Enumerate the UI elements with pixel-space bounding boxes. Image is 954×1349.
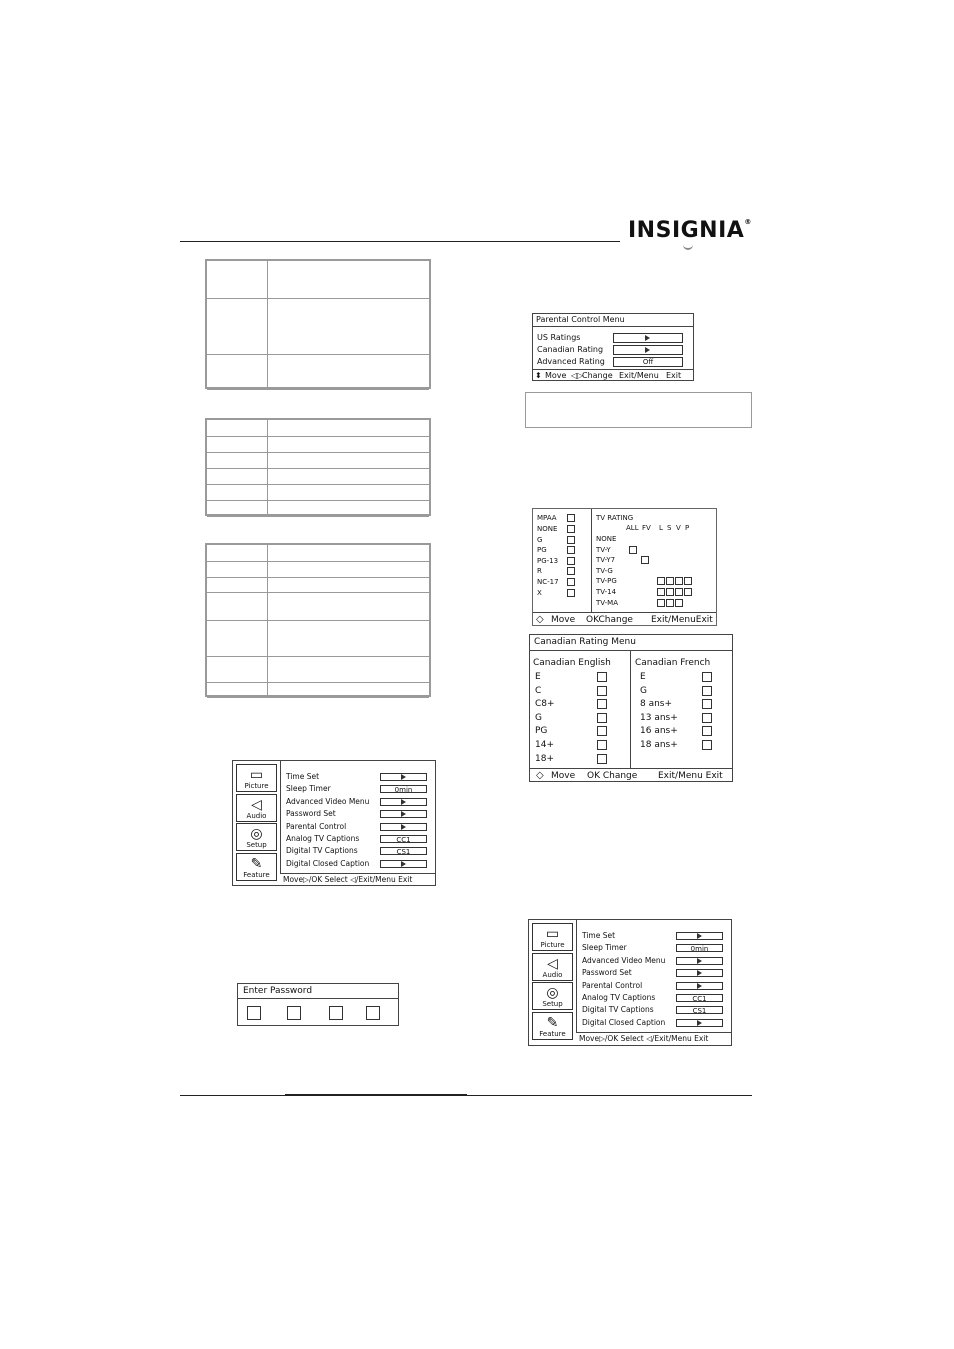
tv-item-label: TV-14 bbox=[596, 588, 617, 596]
feature-item-label[interactable]: Digital TV Captions bbox=[582, 1005, 654, 1015]
feature-item-label[interactable]: Password Set bbox=[582, 968, 632, 978]
arrow-right-icon bbox=[697, 970, 702, 976]
feature-item-label[interactable]: Advanced Video Menu bbox=[582, 955, 666, 965]
canadian-french-item: 18 ans+ bbox=[640, 740, 678, 750]
canadian-french-checkbox[interactable] bbox=[702, 726, 712, 736]
menu-item-us-ratings[interactable]: US Ratings bbox=[537, 333, 581, 342]
footer-ok-change: OK Change bbox=[587, 771, 638, 781]
table-1 bbox=[205, 259, 431, 389]
mpaa-item-label: R bbox=[537, 567, 542, 576]
left-right-arrow-icon: ◁▷ bbox=[571, 371, 584, 380]
feature-item-field[interactable] bbox=[676, 932, 723, 940]
feature-item-label[interactable]: Parental Control bbox=[582, 980, 643, 990]
canadian-rating-menu bbox=[529, 634, 733, 782]
arrow-right-icon bbox=[645, 347, 650, 353]
tv-subheader: FV bbox=[642, 524, 651, 532]
tab-feature[interactable] bbox=[236, 853, 277, 881]
canadian-english-checkbox[interactable] bbox=[597, 713, 607, 723]
hand-tool-icon: ✎ bbox=[546, 1014, 559, 1031]
satellite-dish-icon: ◎ bbox=[250, 826, 263, 842]
canadian-english-item: PG bbox=[535, 726, 548, 737]
tab-label: Feature bbox=[243, 870, 270, 879]
tab-label: Feature bbox=[539, 1029, 566, 1038]
footer-exit: Exit bbox=[666, 371, 682, 380]
canadian-french-checkbox[interactable] bbox=[702, 699, 712, 709]
canadian-english-item: G bbox=[535, 712, 542, 723]
arrow-right-icon bbox=[697, 958, 702, 964]
feature-item-field[interactable]: CC1 bbox=[380, 835, 427, 843]
footer-exit-menu: Exit/MenuExit bbox=[651, 615, 713, 625]
canadian-english-checkbox[interactable] bbox=[597, 726, 607, 736]
feature-item-label[interactable]: Analog TV Captions bbox=[286, 834, 360, 843]
feature-item-label[interactable]: Advanced Video Menu bbox=[286, 796, 370, 806]
feature-item-label[interactable]: Analog TV Captions bbox=[582, 993, 656, 1002]
mpaa-item-checkbox[interactable] bbox=[567, 557, 575, 565]
tv-item-checkbox[interactable] bbox=[657, 588, 665, 596]
four-way-arrow-icon: ◇ bbox=[536, 770, 544, 781]
feature-item-label[interactable]: Digital Closed Caption bbox=[286, 858, 370, 868]
hand-tool-icon: ✎ bbox=[250, 855, 263, 872]
menu-title: Canadian Rating Menu bbox=[534, 637, 636, 647]
tv-item-checkbox[interactable] bbox=[675, 588, 683, 596]
tv-item-checkbox[interactable] bbox=[684, 588, 692, 596]
arrow-right-icon bbox=[401, 824, 406, 830]
mpaa-item-checkbox[interactable] bbox=[567, 589, 575, 597]
header-rule bbox=[180, 241, 620, 242]
canadian-english-header: Canadian English bbox=[533, 658, 611, 668]
footer-hint: Move▷/OK Select ◁/Exit/Menu Exit bbox=[579, 1034, 709, 1043]
canadian-french-item: G bbox=[640, 685, 647, 696]
tv-item-checkbox[interactable] bbox=[666, 599, 674, 607]
tv-subheader: ALL bbox=[626, 524, 639, 532]
logo-swirl bbox=[683, 240, 693, 250]
feature-item-field[interactable] bbox=[380, 823, 427, 831]
table-row bbox=[207, 420, 429, 437]
menu-column-divider bbox=[630, 650, 631, 768]
tab-label: Picture bbox=[540, 941, 565, 949]
tab-setup[interactable] bbox=[236, 823, 277, 851]
feature-item-label[interactable]: Sleep Timer bbox=[582, 943, 627, 953]
table-divider bbox=[267, 545, 268, 695]
canadian-french-item: 16 ans+ bbox=[640, 726, 678, 737]
tv-item-checkbox[interactable] bbox=[657, 577, 665, 585]
table-row bbox=[207, 354, 429, 390]
table-3 bbox=[205, 543, 431, 697]
advanced-rating-field[interactable]: Off bbox=[613, 357, 683, 367]
footer-hint: Move▷/OK Select ◁/Exit/Menu Exit bbox=[283, 875, 413, 884]
speaker-icon: ◁ bbox=[251, 796, 262, 813]
menu-title: Parental Control Menu bbox=[536, 315, 625, 324]
canadian-english-checkbox[interactable] bbox=[597, 672, 607, 682]
tv-icon: ▭ bbox=[249, 767, 264, 783]
footer-exit-menu: Exit/Menu Exit bbox=[658, 771, 723, 781]
mpaa-item-label: NC-17 bbox=[537, 578, 559, 586]
logo-reg-mark: ® bbox=[744, 218, 752, 226]
table-row bbox=[207, 592, 429, 621]
parental-control-menu bbox=[532, 313, 694, 381]
password-title: Enter Password bbox=[243, 986, 313, 996]
tv-subheader: P bbox=[685, 524, 690, 532]
canadian-french-item: 8 ans+ bbox=[640, 699, 673, 710]
speaker-icon: ◁ bbox=[547, 955, 558, 972]
tv-icon: ▭ bbox=[545, 926, 560, 942]
table-divider bbox=[267, 261, 268, 387]
insignia-logo bbox=[628, 218, 752, 252]
arrow-right-icon bbox=[645, 335, 650, 341]
canadian-french-checkbox[interactable] bbox=[702, 713, 712, 723]
us-ratings-field[interactable] bbox=[613, 333, 683, 343]
arrow-right-icon bbox=[401, 811, 406, 817]
feature-item-field[interactable] bbox=[380, 773, 427, 781]
canadian-english-checkbox[interactable] bbox=[597, 686, 607, 696]
table-2 bbox=[205, 418, 431, 516]
tab-label: Setup bbox=[542, 1000, 563, 1008]
table-row bbox=[207, 261, 429, 299]
tab-label: Audio bbox=[246, 811, 267, 820]
tv-item-label: TV-Y7 bbox=[596, 556, 616, 565]
footer-rule-accent bbox=[285, 1094, 467, 1096]
tv-item-label: TV-Y bbox=[596, 545, 611, 554]
menu-title-bar bbox=[530, 635, 732, 651]
feature-menu-right bbox=[528, 919, 732, 1046]
menu-title-bar bbox=[533, 314, 693, 327]
tv-item-checkbox[interactable] bbox=[666, 577, 674, 585]
tab-setup[interactable] bbox=[532, 982, 573, 1010]
footer-move: Move bbox=[551, 771, 576, 781]
menu-item-advanced-rating[interactable]: Advanced Rating bbox=[537, 357, 605, 366]
feature-item-label[interactable]: Time Set bbox=[286, 772, 320, 781]
feature-item-field[interactable] bbox=[380, 810, 427, 818]
mpaa-item-label: PG bbox=[537, 546, 547, 555]
tv-item-checkbox[interactable] bbox=[675, 599, 683, 607]
table-row bbox=[207, 500, 429, 517]
canadian-french-item: 13 ans+ bbox=[640, 712, 678, 723]
feature-item-label[interactable]: Parental Control bbox=[286, 821, 347, 831]
satellite-dish-icon: ◎ bbox=[546, 985, 559, 1001]
tv-item-label: TV-G bbox=[596, 566, 613, 575]
mpaa-item-checkbox[interactable] bbox=[567, 578, 575, 586]
menu-footer bbox=[576, 1032, 731, 1045]
feature-item-field[interactable]: CC1 bbox=[676, 994, 723, 1002]
canadian-french-checkbox[interactable] bbox=[702, 672, 712, 682]
menu-column-divider bbox=[280, 761, 281, 873]
mpaa-item-label: PG-13 bbox=[537, 556, 559, 565]
feature-item-field[interactable] bbox=[380, 860, 427, 868]
table-row bbox=[207, 298, 429, 355]
table-row bbox=[207, 452, 429, 469]
table-row bbox=[207, 484, 429, 501]
tab-picture[interactable] bbox=[532, 923, 573, 951]
tab-picture[interactable] bbox=[236, 764, 277, 792]
arrow-right-icon bbox=[697, 933, 702, 939]
table-row bbox=[207, 436, 429, 453]
menu-footer bbox=[533, 612, 716, 626]
mpaa-label: MPAA bbox=[537, 514, 557, 522]
mpaa-item-checkbox[interactable] bbox=[567, 567, 575, 575]
password-digit-3[interactable] bbox=[329, 1006, 343, 1020]
feature-item-label[interactable]: Digital Closed Caption bbox=[582, 1017, 666, 1027]
tab-label: Picture bbox=[244, 782, 269, 790]
tv-item-label: TV-PG bbox=[596, 577, 617, 586]
footer-move: Move bbox=[551, 615, 576, 625]
canadian-english-item: 18+ bbox=[535, 753, 554, 764]
arrow-right-icon bbox=[401, 861, 406, 867]
password-title-bar bbox=[238, 984, 398, 999]
tab-feature[interactable] bbox=[532, 1012, 573, 1040]
canadian-french-checkbox[interactable] bbox=[702, 686, 712, 696]
footer-move: Move bbox=[545, 371, 567, 380]
feature-item-field[interactable]: 0min bbox=[676, 944, 723, 952]
tab-audio[interactable] bbox=[236, 794, 277, 822]
table-row bbox=[207, 561, 429, 578]
us-rating-menu bbox=[532, 508, 717, 626]
table-row bbox=[207, 656, 429, 683]
password-digit-2[interactable] bbox=[287, 1006, 301, 1020]
mpaa-item-label: NONE bbox=[537, 525, 558, 533]
tv-subheader: S bbox=[667, 524, 672, 532]
tab-label: Audio bbox=[542, 970, 563, 979]
feature-menu-left bbox=[232, 760, 436, 886]
footer-ok-change: OKChange bbox=[586, 615, 633, 625]
arrow-right-icon bbox=[401, 799, 406, 805]
tv-subheader: V bbox=[676, 524, 681, 532]
feature-item-field[interactable]: 0min bbox=[380, 785, 427, 793]
tab-label: Setup bbox=[246, 841, 267, 849]
mpaa-item-checkbox[interactable] bbox=[567, 536, 575, 544]
tv-item-checkbox[interactable] bbox=[675, 577, 683, 585]
footer-change: Change bbox=[582, 371, 613, 380]
mpaa-item-label: X bbox=[537, 588, 542, 597]
tv-rating-label: TV RATING bbox=[596, 514, 634, 522]
note-box bbox=[525, 392, 752, 428]
mpaa-checkbox[interactable] bbox=[567, 514, 575, 522]
feature-item-label[interactable]: Password Set bbox=[286, 809, 336, 819]
canadian-english-checkbox[interactable] bbox=[597, 740, 607, 750]
canadian-french-header: Canadian French bbox=[635, 658, 711, 668]
menu-column-divider bbox=[591, 509, 592, 612]
tab-audio[interactable] bbox=[532, 953, 573, 981]
tv-subheader: L bbox=[659, 524, 663, 532]
table-row bbox=[207, 620, 429, 657]
menu-footer bbox=[533, 369, 693, 381]
canadian-rating-field[interactable] bbox=[613, 345, 683, 355]
canadian-english-checkbox[interactable] bbox=[597, 699, 607, 709]
feature-item-field[interactable] bbox=[380, 798, 427, 806]
password-digit-1[interactable] bbox=[247, 1006, 261, 1020]
mpaa-item-label: G bbox=[537, 535, 543, 544]
tv-item-checkbox[interactable] bbox=[641, 556, 649, 564]
table-row bbox=[207, 682, 429, 698]
canadian-french-checkbox[interactable] bbox=[702, 740, 712, 750]
canadian-english-item: C8+ bbox=[535, 699, 555, 710]
canadian-english-item: E bbox=[535, 672, 541, 682]
logo-text: INSIGNIA bbox=[628, 218, 745, 243]
table-row bbox=[207, 577, 429, 593]
feature-item-field[interactable]: CS1 bbox=[380, 847, 427, 855]
feature-item-field[interactable] bbox=[676, 982, 723, 990]
feature-item-label[interactable]: Digital TV Captions bbox=[286, 846, 358, 856]
table-divider bbox=[267, 420, 268, 514]
menu-item-canadian-rating[interactable]: Canadian Rating bbox=[537, 345, 604, 354]
tv-item-label: TV-MA bbox=[596, 598, 619, 607]
canadian-english-item: C bbox=[535, 685, 542, 696]
tv-item-checkbox[interactable] bbox=[629, 546, 637, 554]
arrow-right-icon bbox=[697, 983, 702, 989]
table-row bbox=[207, 545, 429, 562]
four-way-arrow-icon: ◇ bbox=[536, 614, 544, 625]
feature-item-field[interactable] bbox=[676, 957, 723, 965]
enter-password-dialog bbox=[237, 983, 399, 1026]
feature-item-field[interactable]: CS1 bbox=[676, 1006, 723, 1014]
mpaa-item-checkbox[interactable] bbox=[567, 525, 575, 533]
tv-item-checkbox[interactable] bbox=[684, 577, 692, 585]
menu-footer bbox=[280, 873, 435, 886]
table-row bbox=[207, 468, 429, 485]
up-down-arrow-icon: ⬍ bbox=[535, 371, 542, 380]
mpaa-item-checkbox[interactable] bbox=[567, 546, 575, 554]
canadian-english-checkbox[interactable] bbox=[597, 754, 607, 764]
menu-column-divider bbox=[576, 920, 577, 1032]
feature-item-label[interactable]: Sleep Timer bbox=[286, 784, 331, 794]
tv-item-label: NONE bbox=[596, 535, 617, 543]
canadian-english-item: 14+ bbox=[535, 740, 554, 750]
menu-footer bbox=[530, 768, 732, 782]
footer-exit-menu: Exit/Menu bbox=[619, 371, 659, 380]
tv-item-checkbox[interactable] bbox=[666, 588, 674, 596]
canadian-french-item: E bbox=[640, 672, 646, 682]
feature-item-field[interactable] bbox=[676, 969, 723, 977]
feature-item-field[interactable] bbox=[676, 1019, 723, 1027]
tv-item-checkbox[interactable] bbox=[657, 599, 665, 607]
arrow-right-icon bbox=[401, 774, 406, 780]
arrow-right-icon bbox=[697, 1020, 702, 1026]
feature-item-label[interactable]: Time Set bbox=[582, 931, 616, 940]
password-digit-4[interactable] bbox=[366, 1006, 380, 1020]
